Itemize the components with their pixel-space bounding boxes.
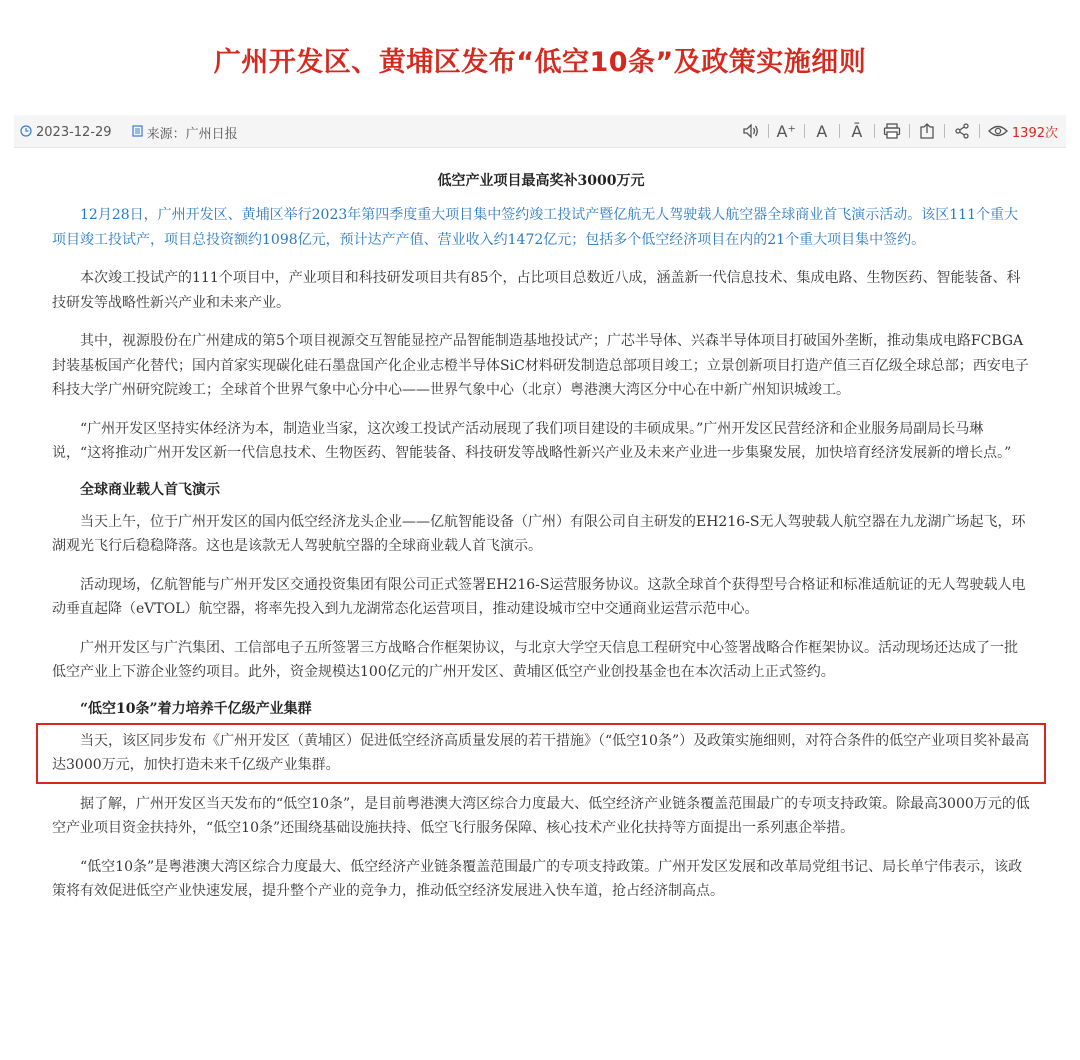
toolbar-divider xyxy=(874,124,875,138)
meta-info xyxy=(20,123,258,142)
eye-icon xyxy=(988,121,1008,141)
printer-icon[interactable] xyxy=(883,121,901,141)
article-subtitle: 低空产业项目最高奖补3000万元 xyxy=(437,173,645,189)
article-meta-bar xyxy=(14,115,1066,148)
article-title: 广州开发区、黄埔区发布“低空10条”及政策实施细则 xyxy=(213,47,867,78)
document-icon xyxy=(132,125,143,141)
body-paragraph: 活动现场，亿航智能与广州开发区交通投资集团有限公司正式签署EH216-S运营服务协议。这款全球首个获得型号合格证和标准适航证的无人驾驶载人电动垂直起降（eVTOL）航空器，将率先投入到九龙湖常态化运营项目，推动建设城市空中交通商业运营示范中心。 xyxy=(52,576,1026,617)
body-paragraph: “低空10条”是粤港澳大湾区综合力度最大、低空经济产业链条覆盖范围最广的专项支持政策。广州开发区发展和改革局党组书记、局长单宁伟表示，该政策将有效促进低空产业快速发展，提升整个产业的竞争力，推动低空经济发展进入快车道，抢占经济制高点。 xyxy=(52,858,1023,899)
body-paragraph: 当天上午，位于广州开发区的国内低空经济龙头企业——亿航智能设备（广州）有限公司自主研发的EH216-S无人驾驶载人航空器在九龙湖广场起飞，环湖观光飞行后稳稳降落。这也是该款无人驾驶航空器的全球商业载人首飞演示。 xyxy=(52,513,1026,554)
font-normal-button[interactable]: A xyxy=(816,121,828,141)
toolbar-divider xyxy=(768,124,769,138)
body-paragraph: 本次竣工投试产的111个项目中，产业项目和科技研发项目共有85个，占比项目总数近八成，涵盖新一代信息技术、集成电路、生物医药、智能装备、科技研发等战略性新兴产业和未来产业。 xyxy=(52,270,1021,311)
font-large-button[interactable]: A⁺ xyxy=(776,121,796,141)
body-paragraph: “广州开发区坚持实体经济为本，制造业当家，这次竣工投试产活动展现了我们项目建设的丰硕成果。”广州开发区民营经济和企业服务局副局长马琳说，“这将推动广州开发区新一代信息技术、生物医药、智能装备、科技研发等战略性新兴产业及未来产业进一步集聚发展，加快培育经济发展新的增长点。” xyxy=(52,420,1012,461)
article-body xyxy=(52,170,1030,918)
highlighted-paragraph: 当天，该区同步发布《广州开发区（黄埔区）促进低空经济高质量发展的若干措施》（“低空10条”）及政策实施细则，对符合条件的低空产业项目奖补最高达3000万元，加快打造未来千亿级产业集群。 xyxy=(52,732,1030,773)
clock-icon xyxy=(20,125,32,141)
source-group xyxy=(132,123,238,142)
speaker-icon[interactable] xyxy=(742,121,760,141)
highlight-frame xyxy=(36,723,1046,784)
export-icon[interactable] xyxy=(918,121,936,141)
toolbar-divider xyxy=(839,124,840,138)
article-toolbar xyxy=(742,121,1058,141)
toolbar-divider xyxy=(944,124,945,138)
publish-date: 2023-12-29 xyxy=(36,125,112,140)
toolbar-divider xyxy=(804,124,805,138)
date-group xyxy=(20,125,112,141)
body-paragraph: 广州开发区与广汽集团、工信部电子五所签署三方战略合作框架协议，与北京大学空天信息工程研究中心签署战略合作框架协议。活动现场还达成了一批低空产业上下游企业签约项目。此外，资金规模达100亿元的广州开发区、黄埔区低空产业创投基金也在本次活动上正式签约。 xyxy=(52,639,1018,680)
section-heading: “低空10条”着力培养千亿级产业集群 xyxy=(80,700,312,717)
lead-paragraph: 12月28日，广州开发区、黄埔区举行2023年第四季度重大项目集中签约竣工投试产暨亿航无人驾驶载人航空器全球商业首飞演示活动。该区111个重大项目竣工投试产，项目总投资额约1098亿元，预计达产产值、营业收入约1472亿元；包括多个低空经济项目在内的21个重大项目集中签约。 xyxy=(52,207,1018,248)
font-small-button[interactable]: Ā xyxy=(851,121,863,141)
section-heading: 全球商业载人首飞演示 xyxy=(80,481,220,498)
toolbar-divider xyxy=(909,124,910,138)
article-source: 来源：广州日报 xyxy=(146,127,238,142)
view-count: 1392次 xyxy=(1011,125,1058,141)
body-paragraph: 其中，视源股份在广州建成的第5个项目视源交互智能显控产品智能制造基地投试产；广芯半导体、兴森半导体项目打破国外垄断，推动集成电路FCBGA封装基板国产化替代；国内首家实现碳化硅石墨盘国产化企业志橙半导体SiC材料研发制造总部项目竣工；立景创新项目打造产值三百亿级全球总部；西安电子科技大学广州研究院竣工；全球首个世界气象中心分中心——世界气象中心（北京）粤港澳大湾区分中心在中新广州知识城竣工。 xyxy=(52,333,1029,398)
toolbar-divider xyxy=(979,124,980,138)
share-icon[interactable] xyxy=(953,121,971,141)
body-paragraph: 据了解，广州开发区当天发布的“低空10条”，是目前粤港澳大湾区综合力度最大、低空经济产业链条覆盖范围最广的专项支持政策。除最高3000万元的低空产业项目资金扶持外，“低空10条”还围绕基础设施扶持、低空飞行服务保障、核心技术产业化扶持等方面提出一系列惠企举措。 xyxy=(52,795,1030,836)
